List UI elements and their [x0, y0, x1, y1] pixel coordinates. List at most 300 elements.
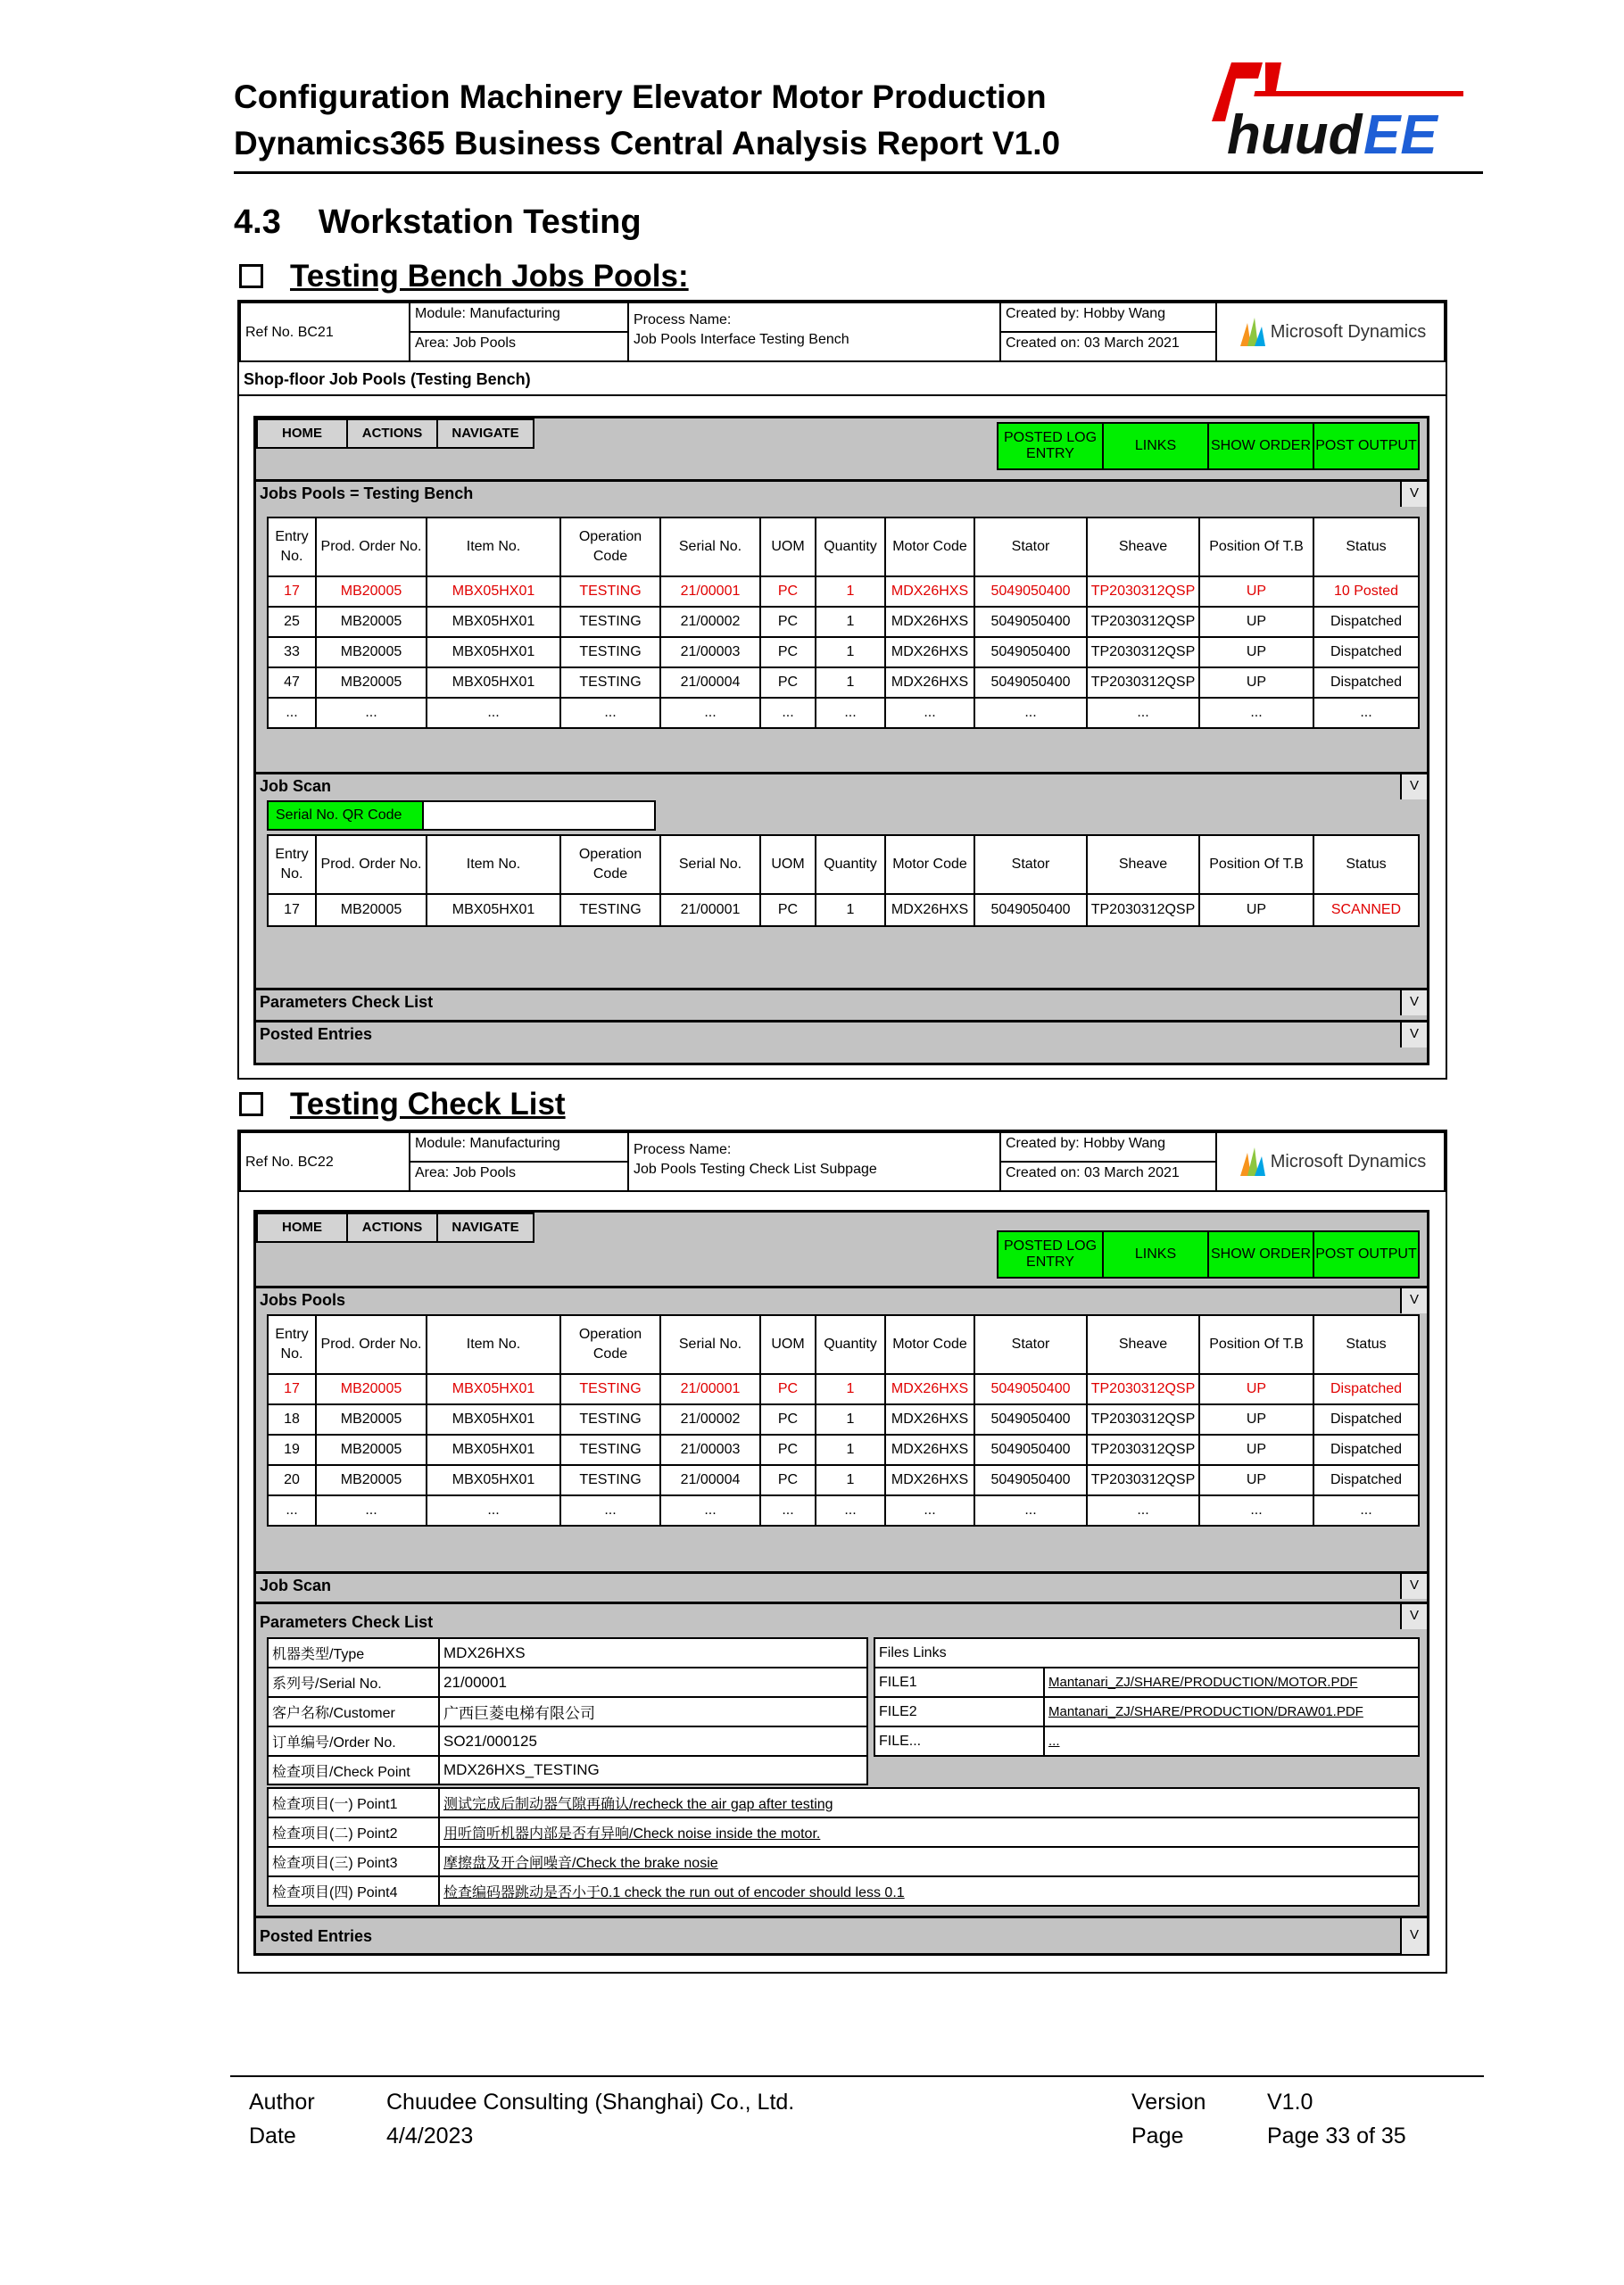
table-row[interactable] — [268, 1495, 1419, 1526]
cell-stator: 5049050400 — [974, 1465, 1087, 1495]
cell-motor-code: ... — [885, 698, 974, 728]
check-point-value[interactable]: 摩擦盘及开合闸噪音/Check the brake nosie — [439, 1847, 1419, 1876]
expand-icon[interactable]: V — [1400, 1604, 1427, 1629]
column-header-status[interactable]: Status — [1313, 1315, 1419, 1374]
cell-item-no: MBX05HX01 — [427, 1374, 560, 1404]
cell-quantity: 1 — [816, 1374, 885, 1404]
cell-position-tb: ... — [1199, 698, 1313, 728]
jobs-pools-bar — [256, 1286, 1427, 1312]
cell-prod-order-no: MB20005 — [316, 607, 427, 637]
expand-icon[interactable]: V — [1400, 1918, 1427, 1954]
table-row[interactable] — [268, 667, 1419, 698]
check-point-label: 检查项目(四) Point4 — [268, 1876, 439, 1906]
chuudee-logo — [1196, 55, 1463, 162]
column-header-entry-no[interactable]: Entry No. — [268, 517, 316, 576]
param-row — [268, 1668, 867, 1697]
files-header-row — [874, 1638, 1419, 1668]
cell-serial-no: 21/00004 — [660, 1465, 760, 1495]
posted-log-entry-button[interactable]: POSTED LOG ENTRY — [997, 422, 1104, 470]
post-output-button[interactable]: POST OUTPUT — [1313, 1230, 1420, 1279]
job-scan-bar-label: Job Scan — [260, 777, 332, 795]
cell-uom: PC — [760, 1374, 816, 1404]
cell-item-no: MBX05HX01 — [427, 894, 560, 926]
cell-operation-code: ... — [560, 1495, 660, 1526]
column-header-status[interactable]: Status — [1313, 517, 1419, 576]
column-header-prod-order-no[interactable]: Prod. Order No. — [316, 835, 427, 894]
cell-quantity: ... — [816, 1495, 885, 1526]
cell-entry-no: 47 — [268, 667, 316, 698]
checkbox-icon — [239, 264, 263, 288]
column-header-motor-code[interactable]: Motor Code — [885, 835, 974, 894]
column-header-serial-no[interactable]: Serial No. — [660, 835, 760, 894]
cell-motor-code: MDX26HXS — [885, 607, 974, 637]
checklist-heading-text: Testing Check List — [290, 1087, 566, 1122]
navigate-tab[interactable]: NAVIGATE — [436, 418, 534, 449]
checkbox-icon — [239, 1092, 263, 1116]
actions-tab[interactable]: ACTIONS — [346, 1213, 438, 1243]
ms-dynamics-text: Microsoft Dynamics — [1270, 1151, 1427, 1171]
cell-item-no: ... — [427, 1495, 560, 1526]
cell-quantity: 1 — [816, 607, 885, 637]
param-value[interactable]: 21/00001 — [439, 1668, 867, 1697]
column-header-quantity[interactable]: Quantity — [816, 1315, 885, 1374]
cell-stator: 5049050400 — [974, 637, 1087, 667]
cell-position-tb: UP — [1199, 637, 1313, 667]
column-header-status[interactable]: Status — [1313, 835, 1419, 894]
expand-icon[interactable]: V — [1400, 774, 1427, 799]
cell-prod-order-no: MB20005 — [316, 667, 427, 698]
cell-sheave: TP2030312QSP — [1087, 1435, 1199, 1465]
cell-quantity: 1 — [816, 667, 885, 698]
file-label: FILE2 — [874, 1697, 1044, 1726]
cell-entry-no: 17 — [268, 894, 316, 926]
file-label: FILE... — [874, 1726, 1044, 1756]
param-row — [268, 1726, 867, 1756]
cell-serial-no: ... — [660, 1495, 760, 1526]
param-value[interactable]: MDX26HXS — [439, 1638, 867, 1668]
expand-icon[interactable]: V — [1400, 482, 1427, 507]
cell-motor-code: MDX26HXS — [885, 894, 974, 926]
column-header-serial-no[interactable]: Serial No. — [660, 517, 760, 576]
jobs-table — [267, 517, 1420, 729]
cell-uom: PC — [760, 1404, 816, 1435]
cell-item-no: MBX05HX01 — [427, 667, 560, 698]
column-header-prod-order-no[interactable]: Prod. Order No. — [316, 1315, 427, 1374]
cell-serial-no: 21/00001 — [660, 576, 760, 607]
cell-quantity: ... — [816, 698, 885, 728]
column-header-item-no[interactable]: Item No. — [427, 1315, 560, 1374]
show-order-button[interactable]: SHOW ORDER — [1207, 422, 1314, 470]
table-row[interactable] — [268, 894, 1419, 926]
param-label: 系列号/Serial No. — [268, 1668, 439, 1697]
job-scan-bar — [256, 772, 1427, 799]
cell-uom: ... — [760, 1495, 816, 1526]
area: Area: Job Pools — [409, 1161, 629, 1192]
cell-operation-code: TESTING — [560, 637, 660, 667]
column-header-sheave[interactable]: Sheave — [1087, 517, 1199, 576]
cell-motor-code: MDX26HXS — [885, 1465, 974, 1495]
column-header-quantity[interactable]: Quantity — [816, 517, 885, 576]
cell-operation-code: TESTING — [560, 894, 660, 926]
table-header-row — [268, 835, 1419, 894]
table-header-row — [268, 517, 1419, 576]
created-on: Created on: 03 March 2021 — [999, 1161, 1217, 1192]
check-point-value[interactable]: 用听筒听机器内部是否有异响/Check noise inside the motor. — [439, 1817, 1419, 1847]
process-label: Process Name: — [634, 312, 732, 327]
cell-position-tb: UP — [1199, 1465, 1313, 1495]
cell-status: Dispatched — [1313, 1435, 1419, 1465]
cell-quantity: 1 — [816, 1435, 885, 1465]
cell-stator: ... — [974, 698, 1087, 728]
cell-stator: ... — [974, 1495, 1087, 1526]
file-row — [874, 1697, 1419, 1726]
cell-position-tb: UP — [1199, 607, 1313, 637]
created-by: Created by: Hobby Wang — [999, 302, 1217, 333]
cell-stator: 5049050400 — [974, 667, 1087, 698]
cell-position-tb: UP — [1199, 667, 1313, 698]
jobs-table — [267, 1314, 1420, 1527]
cell-operation-code: TESTING — [560, 576, 660, 607]
bench-frame — [237, 300, 1447, 1080]
check-point-label: 检查项目(一) Point1 — [268, 1788, 439, 1817]
cell-serial-no: 21/00002 — [660, 1404, 760, 1435]
footer-date: 4/4/2023 — [386, 2124, 474, 2148]
section-heading — [234, 203, 642, 242]
area: Area: Job Pools — [409, 331, 629, 362]
cell-serial-no: 21/00001 — [660, 894, 760, 926]
created-on: Created on: 03 March 2021 — [999, 331, 1217, 362]
cell-sheave: TP2030312QSP — [1087, 607, 1199, 637]
ms-dynamics-icon — [1235, 314, 1271, 350]
table-row[interactable] — [268, 1465, 1419, 1495]
cell-position-tb: UP — [1199, 1435, 1313, 1465]
file-row — [874, 1668, 1419, 1697]
cell-serial-no: 21/00001 — [660, 1374, 760, 1404]
column-header-item-no[interactable]: Item No. — [427, 517, 560, 576]
params-bar — [256, 988, 1427, 1014]
cell-prod-order-no: MB20005 — [316, 576, 427, 607]
column-header-motor-code[interactable]: Motor Code — [885, 1315, 974, 1374]
files-title: Files Links — [874, 1638, 1419, 1668]
check-point-row — [268, 1788, 1419, 1817]
process-label: Process Name: — [634, 1142, 732, 1157]
column-header-operation-code[interactable]: Operation Code — [560, 517, 660, 576]
column-header-motor-code[interactable]: Motor Code — [885, 517, 974, 576]
posted-entries-bar — [256, 1020, 1427, 1063]
cell-serial-no: ... — [660, 698, 760, 728]
column-header-stator[interactable]: Stator — [974, 1315, 1087, 1374]
posted-entries-bar-label: Posted Entries — [260, 1025, 373, 1043]
ref-no: Ref No. BC21 — [239, 302, 410, 362]
footer-date-label: Date — [249, 2124, 296, 2148]
ms-dynamics-text: Microsoft Dynamics — [1270, 321, 1427, 342]
cell-motor-code: MDX26HXS — [885, 1435, 974, 1465]
ref-no: Ref No. BC22 — [239, 1131, 410, 1192]
check-point-value[interactable]: 检查编码器跳动是否小于0.1 check the run out of encoder should less 0.1 — [439, 1876, 1419, 1906]
jobs-pools-bar-label: Jobs Pools = Testing Bench — [260, 484, 474, 502]
check-point-value[interactable]: 测试完成后制动器气隙再确认/recheck the air gap after testing — [439, 1788, 1419, 1817]
check-point-label: 检查项目(三) Point3 — [268, 1847, 439, 1876]
points-table — [267, 1787, 1420, 1907]
header-rule — [234, 171, 1483, 174]
cell-status: ... — [1313, 1495, 1419, 1526]
posted-log-entry-button[interactable]: POSTED LOG ENTRY — [997, 1230, 1104, 1279]
cell-uom: PC — [760, 894, 816, 926]
cell-item-no: MBX05HX01 — [427, 607, 560, 637]
table-row[interactable] — [268, 1435, 1419, 1465]
cell-prod-order-no: MB20005 — [316, 894, 427, 926]
cell-prod-order-no: MB20005 — [316, 637, 427, 667]
cell-operation-code: TESTING — [560, 1404, 660, 1435]
cell-serial-no: 21/00004 — [660, 667, 760, 698]
section-number: 4.3 — [234, 203, 281, 241]
file-link[interactable]: Mantanari_ZJ/SHARE/PRODUCTION/DRAW01.PDF — [1044, 1697, 1419, 1726]
cell-item-no: MBX05HX01 — [427, 1435, 560, 1465]
cell-prod-order-no: ... — [316, 1495, 427, 1526]
ms-dynamics-logo — [1215, 302, 1446, 362]
doc-title-line1: Configuration Machinery Elevator Motor Production — [234, 79, 1047, 115]
cell-entry-no: 19 — [268, 1435, 316, 1465]
cell-sheave: ... — [1087, 1495, 1199, 1526]
table-row[interactable] — [268, 698, 1419, 728]
posted-entries-bar — [256, 1916, 1427, 1953]
footer-author: Chuudee Consulting (Shanghai) Co., Ltd. — [386, 2090, 795, 2115]
column-header-item-no[interactable]: Item No. — [427, 835, 560, 894]
cell-status: Dispatched — [1313, 1374, 1419, 1404]
svg-text:huud: huud — [1227, 104, 1363, 162]
cell-serial-no: 21/00003 — [660, 637, 760, 667]
column-header-uom[interactable]: UOM — [760, 1315, 816, 1374]
files-table — [874, 1637, 1420, 1757]
cell-item-no: MBX05HX01 — [427, 637, 560, 667]
show-order-button[interactable]: SHOW ORDER — [1207, 1230, 1314, 1279]
cell-sheave: TP2030312QSP — [1087, 894, 1199, 926]
cell-stator: 5049050400 — [974, 1404, 1087, 1435]
cell-serial-no: 21/00002 — [660, 607, 760, 637]
cell-operation-code: TESTING — [560, 607, 660, 637]
cell-status: 10 Posted — [1313, 576, 1419, 607]
cell-entry-no: ... — [268, 698, 316, 728]
cell-stator: 5049050400 — [974, 1374, 1087, 1404]
cell-operation-code: TESTING — [560, 667, 660, 698]
column-header-serial-no[interactable]: Serial No. — [660, 1315, 760, 1374]
cell-sheave: ... — [1087, 698, 1199, 728]
table-row[interactable] — [268, 607, 1419, 637]
navigate-tab[interactable]: NAVIGATE — [436, 1213, 534, 1243]
cell-quantity: 1 — [816, 1404, 885, 1435]
table-row[interactable] — [268, 637, 1419, 667]
cell-item-no: MBX05HX01 — [427, 1404, 560, 1435]
cell-motor-code: MDX26HXS — [885, 576, 974, 607]
jobs-pools-bar-label: Jobs Pools — [260, 1291, 346, 1309]
cell-entry-no: 33 — [268, 637, 316, 667]
jobs-pools-bar — [256, 479, 1427, 506]
expand-icon[interactable]: V — [1400, 990, 1427, 1015]
cell-sheave: TP2030312QSP — [1087, 1465, 1199, 1495]
param-label: 检查项目/Check Point — [268, 1756, 439, 1784]
cell-item-no: ... — [427, 698, 560, 728]
cell-quantity: 1 — [816, 576, 885, 607]
cell-uom: PC — [760, 576, 816, 607]
table-row[interactable] — [268, 1374, 1419, 1404]
bench-subtitle: Shop-floor Job Pools (Testing Bench) — [239, 360, 1446, 396]
param-label: 机器类型/Type — [268, 1638, 439, 1668]
cell-quantity: 1 — [816, 894, 885, 926]
footer-rule — [230, 2075, 1484, 2077]
post-output-button[interactable]: POST OUTPUT — [1313, 422, 1420, 470]
cell-entry-no: ... — [268, 1495, 316, 1526]
cell-stator: 5049050400 — [974, 576, 1087, 607]
cell-motor-code: MDX26HXS — [885, 1404, 974, 1435]
column-header-uom[interactable]: UOM — [760, 835, 816, 894]
column-header-entry-no[interactable]: Entry No. — [268, 1315, 316, 1374]
check-point-row — [268, 1847, 1419, 1876]
cell-status: Dispatched — [1313, 607, 1419, 637]
cell-position-tb: UP — [1199, 576, 1313, 607]
params-table — [267, 1637, 868, 1785]
links-button[interactable]: LINKS — [1102, 422, 1209, 470]
module: Module: Manufacturing — [409, 302, 629, 333]
column-header-quantity[interactable]: Quantity — [816, 835, 885, 894]
column-header-stator[interactable]: Stator — [974, 517, 1087, 576]
column-header-operation-code[interactable]: Operation Code — [560, 1315, 660, 1374]
check-point-row — [268, 1876, 1419, 1906]
cell-status: Dispatched — [1313, 667, 1419, 698]
cell-operation-code: TESTING — [560, 1435, 660, 1465]
cell-operation-code: TESTING — [560, 1465, 660, 1495]
file-link[interactable]: ... — [1044, 1726, 1419, 1756]
file-label: FILE1 — [874, 1668, 1044, 1697]
param-value[interactable]: MDX26HXS_TESTING — [439, 1756, 867, 1784]
doc-title-line2: Dynamics365 Business Central Analysis Report V1.0 — [234, 125, 1061, 161]
file-row — [874, 1726, 1419, 1756]
param-row — [268, 1756, 867, 1784]
ms-dynamics-logo — [1215, 1131, 1446, 1192]
checklist-panel — [253, 1210, 1429, 1956]
cell-uom: PC — [760, 637, 816, 667]
scan-table — [267, 834, 1420, 927]
footer-version-label: Version — [1131, 2090, 1206, 2115]
bench-panel — [253, 416, 1429, 1065]
params-bar-label: Parameters Check List — [260, 993, 434, 1011]
cell-uom: ... — [760, 698, 816, 728]
column-header-prod-order-no[interactable]: Prod. Order No. — [316, 517, 427, 576]
expand-icon[interactable]: V — [1400, 1288, 1427, 1313]
footer-page: Page 33 of 35 — [1267, 2124, 1406, 2148]
cell-prod-order-no: MB20005 — [316, 1465, 427, 1495]
cell-status: Dispatched — [1313, 637, 1419, 667]
cell-entry-no: 17 — [268, 576, 316, 607]
cell-entry-no: 17 — [268, 1374, 316, 1404]
scan-label: Serial No. QR Code — [267, 800, 424, 831]
cell-position-tb: UP — [1199, 894, 1313, 926]
cell-quantity: 1 — [816, 637, 885, 667]
cell-prod-order-no: ... — [316, 698, 427, 728]
params-bar-label: Parameters Check List — [260, 1613, 434, 1631]
cell-status: Dispatched — [1313, 1465, 1419, 1495]
cell-status: SCANNED — [1313, 894, 1419, 926]
svg-text:EE: EE — [1363, 104, 1438, 162]
cell-prod-order-no: MB20005 — [316, 1404, 427, 1435]
section-title: Workstation Testing — [318, 203, 642, 241]
checklist-frame — [237, 1130, 1447, 1974]
cell-stator: 5049050400 — [974, 894, 1087, 926]
cell-sheave: TP2030312QSP — [1087, 576, 1199, 607]
cell-operation-code: TESTING — [560, 1374, 660, 1404]
file-link[interactable]: Mantanari_ZJ/SHARE/PRODUCTION/MOTOR.PDF — [1044, 1668, 1419, 1697]
column-header-sheave[interactable]: Sheave — [1087, 835, 1199, 894]
cell-status: Dispatched — [1313, 1404, 1419, 1435]
serial-qr-input[interactable] — [422, 800, 656, 831]
cell-uom: PC — [760, 1435, 816, 1465]
cell-entry-no: 18 — [268, 1404, 316, 1435]
process-value: Job Pools Testing Check List Subpage — [634, 1162, 877, 1178]
cell-motor-code: MDX26HXS — [885, 637, 974, 667]
job-scan-bar-label: Job Scan — [260, 1577, 332, 1594]
column-header-uom[interactable]: UOM — [760, 517, 816, 576]
process-name — [627, 1131, 1001, 1192]
bench-heading-text: Testing Bench Jobs Pools: — [290, 259, 689, 294]
column-header-operation-code[interactable]: Operation Code — [560, 835, 660, 894]
cell-sheave: TP2030312QSP — [1087, 1374, 1199, 1404]
table-row[interactable] — [268, 576, 1419, 607]
check-point-label: 检查项目(二) Point2 — [268, 1817, 439, 1847]
expand-icon[interactable]: V — [1400, 1574, 1427, 1599]
column-header-position-tb[interactable]: Position Of T.B — [1199, 835, 1313, 894]
cell-uom: PC — [760, 607, 816, 637]
table-header-row — [268, 1315, 1419, 1374]
cell-motor-code: MDX26HXS — [885, 667, 974, 698]
cell-position-tb: UP — [1199, 1404, 1313, 1435]
home-tab[interactable]: HOME — [256, 418, 348, 449]
param-row — [268, 1697, 867, 1726]
param-value[interactable]: SO21/000125 — [439, 1726, 867, 1756]
param-label: 客户名称/Customer — [268, 1697, 439, 1726]
expand-icon[interactable]: V — [1400, 1022, 1427, 1047]
column-header-stator[interactable]: Stator — [974, 835, 1087, 894]
table-row[interactable] — [268, 1404, 1419, 1435]
cell-position-tb: UP — [1199, 1374, 1313, 1404]
column-header-sheave[interactable]: Sheave — [1087, 1315, 1199, 1374]
column-header-position-tb[interactable]: Position Of T.B — [1199, 517, 1313, 576]
home-tab[interactable]: HOME — [256, 1213, 348, 1243]
cell-status: ... — [1313, 698, 1419, 728]
column-header-position-tb[interactable]: Position Of T.B — [1199, 1315, 1313, 1374]
column-header-entry-no[interactable]: Entry No. — [268, 835, 316, 894]
cell-stator: 5049050400 — [974, 1435, 1087, 1465]
cell-operation-code: ... — [560, 698, 660, 728]
cell-position-tb: ... — [1199, 1495, 1313, 1526]
cell-motor-code: MDX26HXS — [885, 1374, 974, 1404]
param-value[interactable]: 广西巨菱电梯有限公司 — [439, 1697, 867, 1726]
footer-author-label: Author — [249, 2090, 315, 2115]
cell-uom: PC — [760, 667, 816, 698]
checklist-heading — [239, 1087, 566, 1122]
job-scan-bar — [256, 1571, 1427, 1598]
bench-heading — [239, 259, 689, 294]
process-name — [627, 302, 1001, 362]
cell-serial-no: 21/00003 — [660, 1435, 760, 1465]
check-point-row — [268, 1817, 1419, 1847]
actions-tab[interactable]: ACTIONS — [346, 418, 438, 449]
param-label: 订单编号/Order No. — [268, 1726, 439, 1756]
cell-prod-order-no: MB20005 — [316, 1435, 427, 1465]
created-by: Created by: Hobby Wang — [999, 1131, 1217, 1163]
cell-entry-no: 20 — [268, 1465, 316, 1495]
links-button[interactable]: LINKS — [1102, 1230, 1209, 1279]
cell-motor-code: ... — [885, 1495, 974, 1526]
process-value: Job Pools Interface Testing Bench — [634, 332, 849, 348]
